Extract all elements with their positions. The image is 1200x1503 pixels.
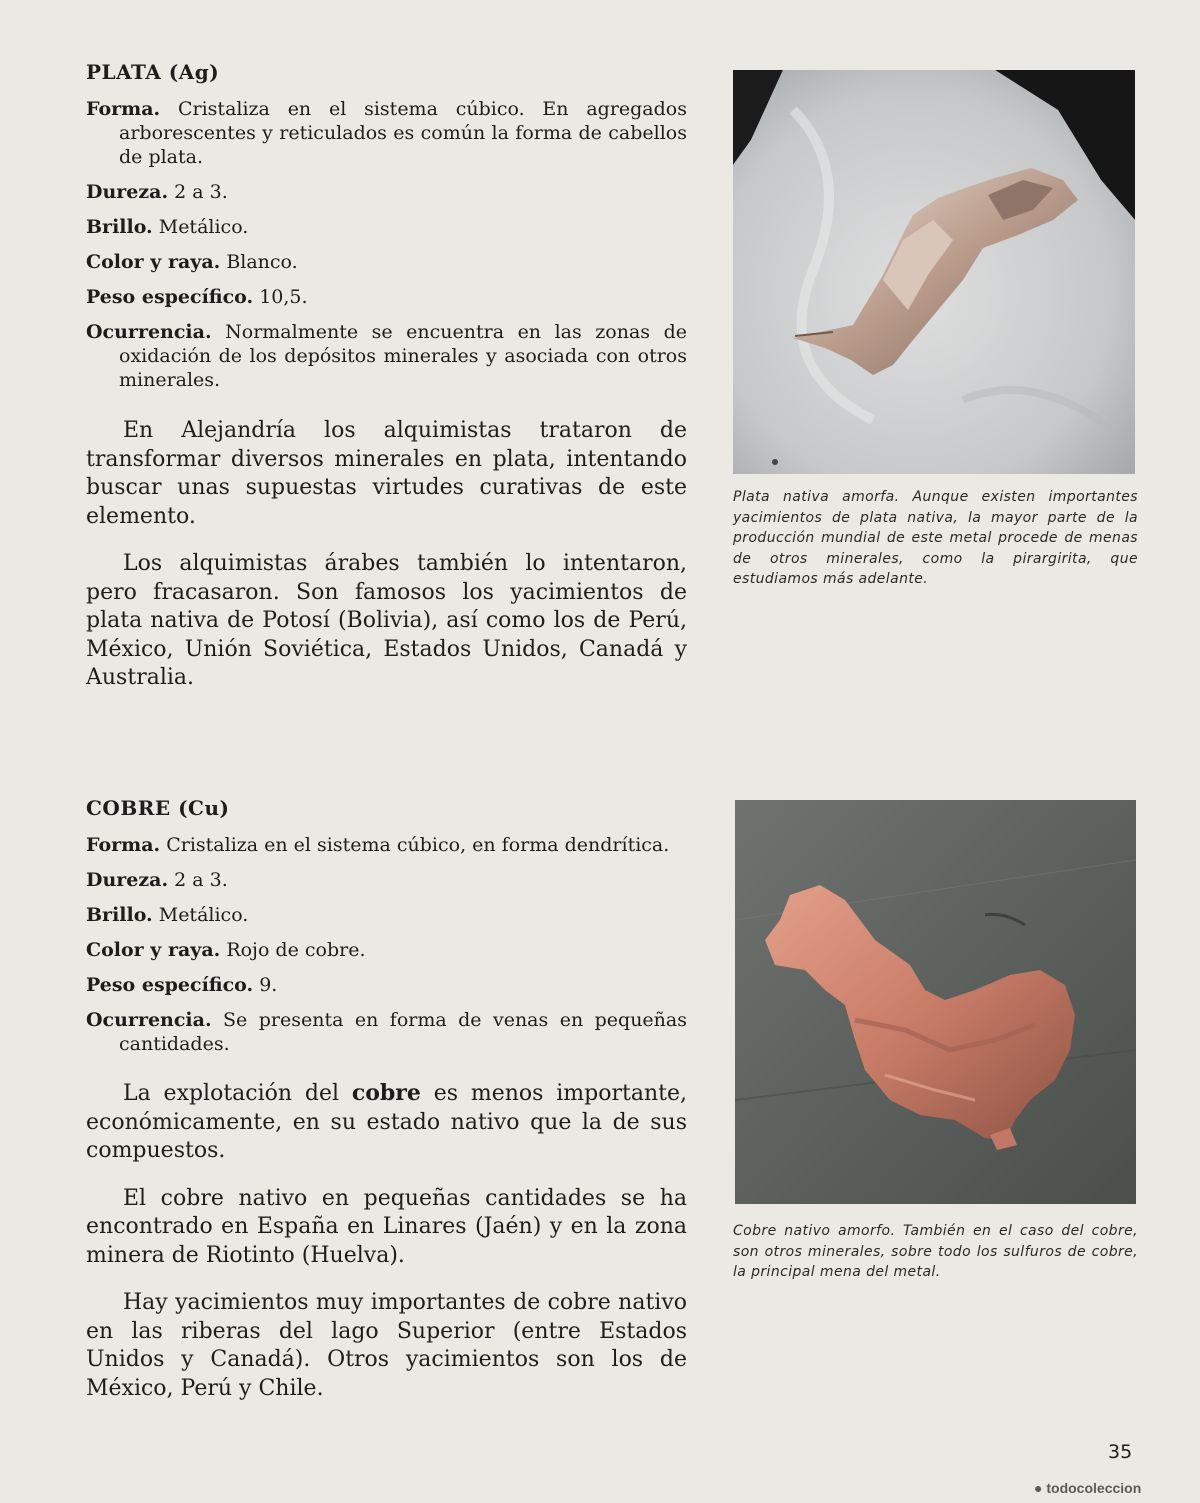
copper-specimen-image xyxy=(735,800,1136,1204)
cobre-paragraph: Hay yacimientos muy importantes de cobre nativo en las riberas del lago Superior (entre Estados Unidos y Canadá). Otros yacimientos son los de México, Perú y Chile. xyxy=(86,1290,687,1401)
field-label: Ocurrencia. xyxy=(86,1009,212,1031)
field-value: Metálico. xyxy=(158,216,249,238)
cobre-field-dureza xyxy=(86,868,687,892)
watermark xyxy=(1034,1480,1141,1496)
cobre-photo xyxy=(735,800,1136,1204)
field-value: Cristaliza en el sistema cúbico, en forma dendrítica. xyxy=(166,834,670,856)
watermark-text: todocoleccion xyxy=(1046,1480,1142,1496)
paragraph-bold-term: cobre xyxy=(351,1080,421,1106)
cobre-heading: COBRE (Cu) xyxy=(86,796,230,820)
cobre-field-color xyxy=(86,938,687,962)
plata-field-dureza xyxy=(86,180,687,204)
cobre-field-brillo xyxy=(86,903,687,927)
field-label: Ocurrencia. xyxy=(86,321,212,343)
plata-field-peso xyxy=(86,285,687,309)
field-value: Normalmente se encuentra en las zonas de oxidación de los depósitos minerales y asociada con otros minerales. xyxy=(119,321,687,391)
field-label: Peso específico. xyxy=(86,974,254,996)
field-label: Dureza. xyxy=(86,869,169,891)
field-value: Cristaliza en el sistema cúbico. En agregados arborescentes y reticulados es común la forma de cabellos de plata. xyxy=(119,98,687,168)
cobre-paragraph: El cobre nativo en pequeñas cantidades se ha encontrado en España en Linares (Jaén) y en la zona minera de Riotinto (Huelva). xyxy=(86,1185,687,1268)
plata-field-ocurrencia xyxy=(86,320,687,392)
paragraph-text: es menos importante, económicamente, en su estado nativo que la de sus compuestos. xyxy=(86,1081,687,1163)
field-value: 2 a 3. xyxy=(174,181,228,203)
plata-paragraph: En Alejandría los alquimistas trataron de transformar diversos minerales en plata, intentando buscar unas supuestas virtudes curativas de este elemento. xyxy=(86,418,687,529)
plata-heading: PLATA (Ag) xyxy=(86,60,220,84)
cobre-field-forma xyxy=(86,833,687,857)
plata-field-brillo xyxy=(86,215,687,239)
plata-field-forma xyxy=(86,97,687,169)
field-label: Color y raya. xyxy=(86,939,221,961)
field-value: Se presenta en forma de venas en pequeñas cantidades. xyxy=(119,1009,687,1055)
plata-paragraph: Los alquimistas árabes también lo intentaron, pero fracasaron. Son famosos los yacimientos de plata nativa de Potosí (Bolivia), así como los de Perú, México, Unión Soviética, Estados Unidos, Canadá y Australia. xyxy=(86,551,687,690)
field-label: Forma. xyxy=(86,98,161,120)
field-value: Metálico. xyxy=(158,904,249,926)
field-label: Peso específico. xyxy=(86,286,254,308)
field-label: Dureza. xyxy=(86,181,169,203)
plata-caption: Plata nativa amorfa. Aunque existen importantes yacimientos de plata nativa, la mayor parte de la producción mundial de este metal procede de menas de otros minerales, como la pirargirita, que estudiamos más adelante. xyxy=(733,489,1138,587)
field-value: 10,5. xyxy=(259,286,308,308)
plata-section xyxy=(86,60,687,712)
field-label: Brillo. xyxy=(86,904,153,926)
paragraph-text: La explotación del xyxy=(123,1081,340,1106)
silver-specimen-image xyxy=(733,70,1135,474)
cobre-caption: Cobre nativo amorfo. También en el caso del cobre, son otros minerales, sobre todo los sulfuros de cobre, la principal mena del metal. xyxy=(733,1223,1138,1280)
field-value: Rojo de cobre. xyxy=(226,939,366,961)
field-value: Blanco. xyxy=(226,251,298,273)
cobre-field-peso xyxy=(86,973,687,997)
plata-photo xyxy=(733,70,1135,474)
field-label: Color y raya. xyxy=(86,251,221,273)
field-value: 9. xyxy=(259,974,278,996)
cobre-section xyxy=(86,796,687,1422)
cobre-paragraph xyxy=(86,1079,687,1166)
watermark-logo-icon: ● xyxy=(1034,1480,1043,1496)
cobre-field-ocurrencia xyxy=(86,1008,687,1056)
page-number: 35 xyxy=(1108,1441,1133,1463)
plata-field-color xyxy=(86,250,687,274)
field-label: Forma. xyxy=(86,834,161,856)
field-label: Brillo. xyxy=(86,216,153,238)
field-value: 2 a 3. xyxy=(174,869,228,891)
